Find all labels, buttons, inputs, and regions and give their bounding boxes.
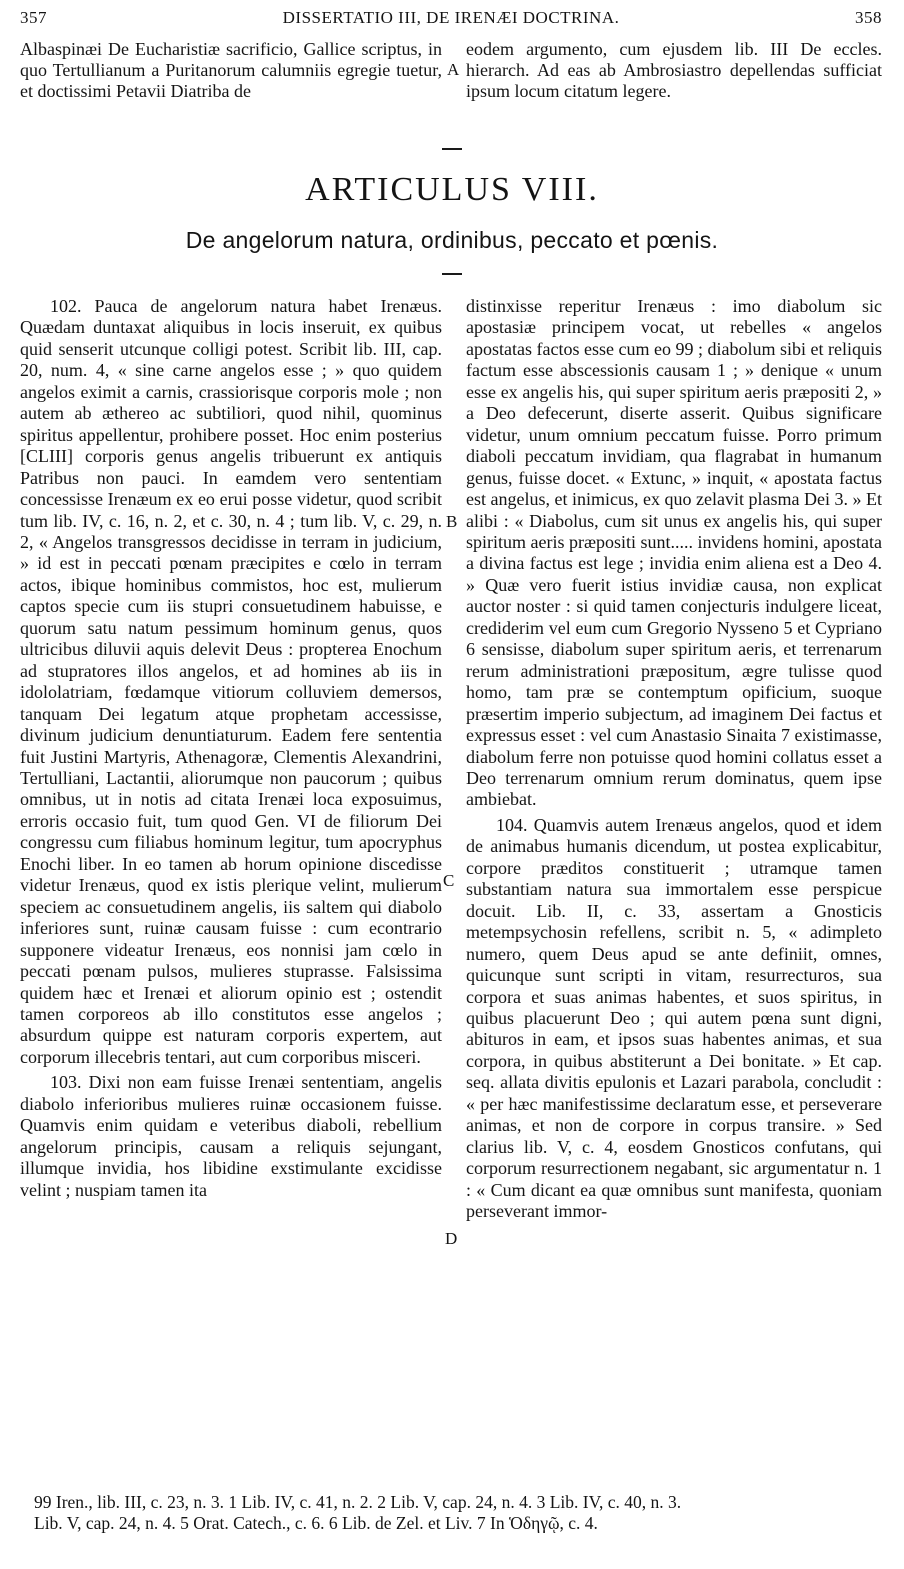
margin-letter-c: C (443, 871, 455, 890)
margin-letter-d: D (445, 1229, 458, 1248)
footnote-line-1: 99 Iren., lib. III, c. 23, n. 3. 1 Lib. IV, c. 41, n. 2. 2 Lib. V, cap. 24, n. 4. 3 Lib. IV, c. 40, n. 3. (34, 1492, 682, 1512)
running-header (20, 8, 882, 32)
top-right-text: eodem argumento, cum ejusdem lib. III De eccles. hierarch. Ad eas ab Ambrosiastro depellendas sufficiat ipsum locum citatum legere. (466, 39, 882, 102)
article-subtitle: De angelorum natura, ordinibus, peccato et pœnis. (185, 227, 719, 253)
right-column (466, 296, 882, 1222)
section-divider-bottom (442, 273, 462, 275)
top-left-column (20, 39, 442, 103)
left-column (20, 296, 442, 1201)
paragraph-102: 102. Pauca de angelorum natura habet Irenæus. Quædam duntaxat aliquibus in locis inseruit, ex quibus quid senserit utcunque colligi potest. Scribit lib. III, cap. 20, num. 4, « sine carne angelos esse ; » quo quidem angelos eximit a carnis, crassiorisque corporis mole ; non autem ab æthereo ac subtiliori, quod nihil, quominus spiritus appellentur, prohibere posset. Hoc enim posterius [CLIII] corporis genus angelis tribuerunt ex antiquis Patribus non pauci. In eamdem vero sententiam concessisse Irenæum ex eo erui posse videtur, quod scribit tum lib. IV, c. 16, n. 2, et c. 30, n. 4 ; tum lib. V, c. 29, n. 2, « Angelos transgressos decidisse in terram in judicium, » id est in peccati pœnam præcipites e cœlo in terram actos, ibique hominibus commistos, hoc est, mulierum captos specie cum iis stupri consuetudinem habuisse, e quorum satu natum pessimum hominum genus, quos ultricibus diluvii aquis delevit Deus : propterea Enochum ad stupratores illos angelos, et ad homines ab iis in idololatriam, fœdamque vitiorum colluviem demersos, tanquam Dei legatum atque prophetam accessisse, divinum judicium denuntiaturum. Eadem fere sententia fuit Justini Martyris, Athenagoræ, Clementis Alexandrini, Tertulliani, Lactantii, aliorumque non paucorum ; quibus omnibus, ut in notis ad citata Irenæi loca exposuimus, erroris occasio fuit, tum quod Gen. VI de filiorum Dei congressu cum filiabus hominum legitur, tum apocryphus Enochi liber. In eo tamen ab horum opinione discedisse videtur Irenæus, quod ex istis plerique velint, mulierum speciem ac consuetudinem angelis, iis saltem qui diabolo inferiores sunt, ruinæ causam fuisse : cum econtrario supponere videatur Irenæus, eos nonnisi jam cœlo in peccati pœnam pulsos, mulieres stuprasse. Falsissima quidem hæc et Irenæi et aliorum opinio est ; ostendit tamen corporeos ab illo constitutos esse angelos ; absurdum quippe est naturam corporis expertem, aut corporum illecebris tentari, aut cum corporibus misceri. (20, 296, 442, 1067)
running-title: DISSERTATIO III, DE IRENÆI DOCTRINA. (282, 8, 620, 27)
section-divider-top (442, 148, 462, 150)
page-number-left: 357 (20, 8, 47, 27)
paragraph-103: 103. Dixi non eam fuisse Irenæi sententiam, angelis diabolo inferioribus mulieres ruinæ occasionem fuisse. Quamvis enim quidam e veteribus diaboli, rebellium angelorum principis, causam a reliquis sejungant, illumque invidia, hos libidine exstimulante excidisse velint ; nuspiam tamen ita (20, 1072, 442, 1200)
page-number-right: 358 (855, 8, 882, 27)
footnote-line-2: Lib. V, cap. 24, n. 4. 5 Orat. Catech., c. 6. 6 Lib. de Zel. et Liv. 7 In Ὁδηγῷ, c. 4. (34, 1513, 598, 1533)
footnotes (20, 1492, 882, 1534)
margin-letter-a: A (447, 60, 460, 79)
top-right-column (466, 39, 882, 103)
article-title: ARTICULUS VIII. (305, 171, 599, 208)
paragraph-continuation: distinxisse reperitur Irenæus : imo diabolum sic apostasiæ principem vocat, ut rebelles « angelos apostatas factos esse cum eo 99 ; diabolum sibi et reliquis factum esse abscessionis causam 1 ; » denique « unum esse ex angelis his, qui super spiritum aeris præpositi 2, » a Deo defecerunt, diserte asserit. Quibus significare videtur, unum omnium peccatum fuisse. Porro primum diaboli peccatum invidiam, qua flagrabat in humanum genus, fuisse docet. « Extunc, » inquit, « apostata factus est angelus, et inimicus, ex quo zelavit plasma Dei 3. » Et alibi : « Diabolus, cum sit unus ex angelis his, qui super spiritum aeris præpositi sunt..... invidens homini, apostata a divina factus est lege ; invidia enim aliena est a Deo 4. » Quæ vero fuerit istius invidiæ causa, non explicat auctor noster : si quid tamen conjecturis indulgere liceat, crediderim vel eum cum Gregorio Nysseno 5 et Cypriano 6 sensisse, diabolum super spiritum aeris, et terrenarum rerum administrationi præpositum, ægre tulisse quod homo, tam præ se contemptum opificium, suoque præsertim imperio subjectum, ad imaginem Dei factus et expressus esset : vel cum Anastasio Sinaita 7 existimasse, diabolum ferre non potuisse quod homini collatus esset a Deo terrenarum omnium rerum dominatus, quem ipse ambiebat. (466, 296, 882, 810)
top-left-text: Albaspinæi De Eucharistiæ sacrificio, Gallice scriptus, in quo Tertullianum a Puritanorum calumniis egregie tuetur, et doctissimi Petavii Diatriba de (20, 39, 442, 102)
margin-letter-b: B (446, 512, 458, 531)
paragraph-104: 104. Quamvis autem Irenæus angelos, quod et idem de animabus humanis dicendum, ut postea explicabitur, corpore præditos constituerit ; utramque tamen substantiam natura sua immortalem esse perspicue docuit. Lib. II, c. 33, assertam a Gnosticis metempsychosin refellens, scribit n. 5, « adimpleto numero, quem Deus apud se ante definiit, omnes, quicunque sunt scripti in vitam, resurrecturos, sua corpora et suas animas habentes, et suos spiritus, in quibus placuerunt Deo ; qui autem pœna sunt digni, abituros in eam, et ipsos suas habentes animas, et sua corpora, in quibus abstiterunt a Dei bonitate. » Et cap. seq. allata divitis epulonis et Lazari parabola, concludit : « per hæc manifestissime declaratum esse, et perseverare animas, et non de corpore in corpus transire. » Sed clarius lib. V, c. 4, eosdem Gnosticos confutans, qui corporum resurrectionem negabant, sic argumentatur n. 1 : « Cum dicant ea quæ omnibus sunt manifesta, quoniam perseverant immor- (466, 814, 882, 1222)
